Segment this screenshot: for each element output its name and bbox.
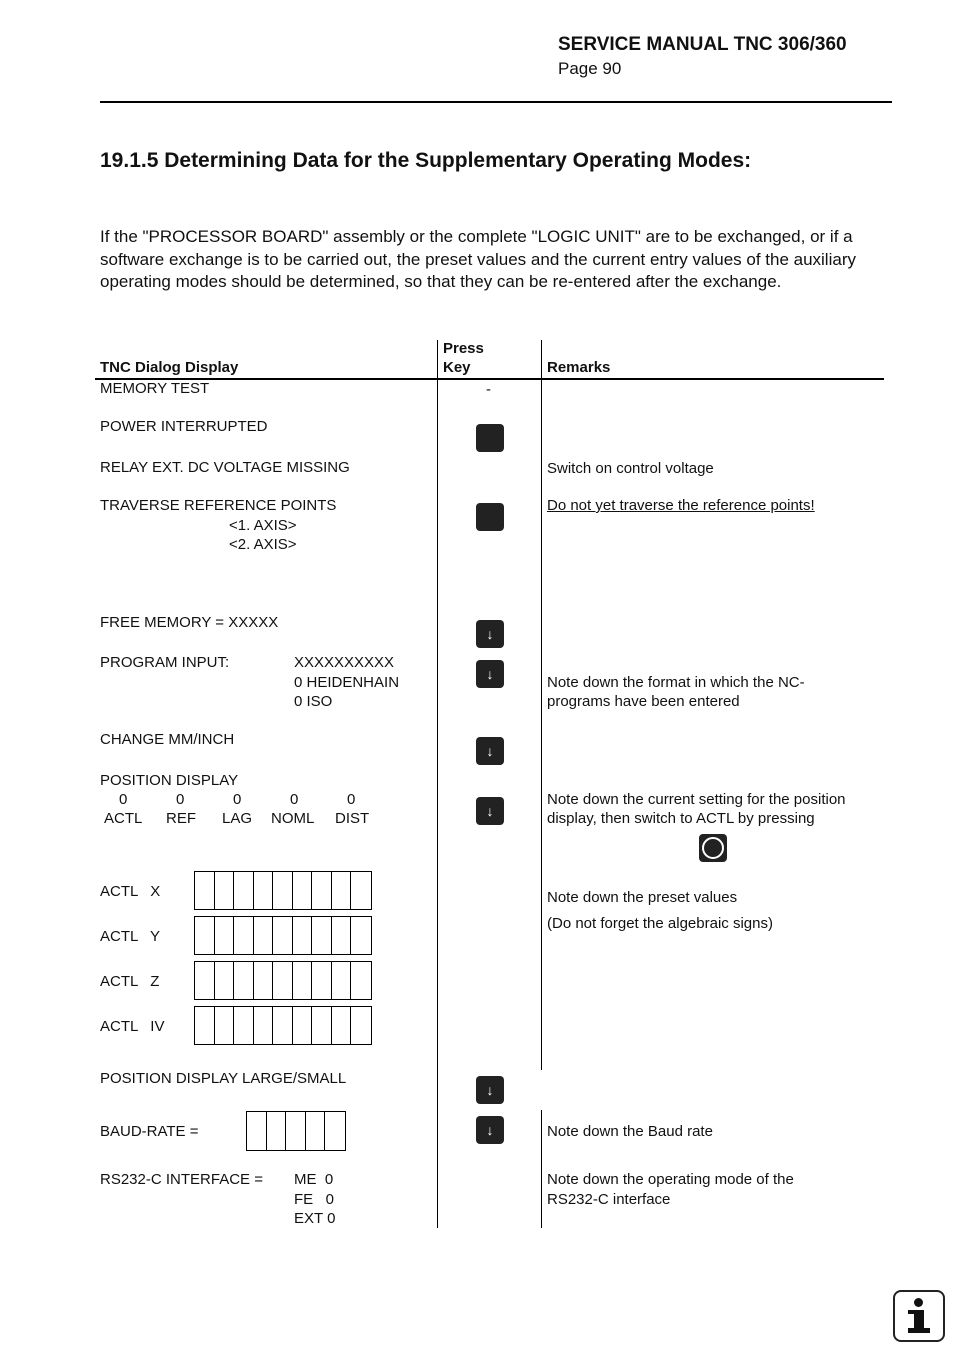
- pos-value-actl: 0: [119, 791, 128, 808]
- row-relay: RELAY EXT. DC VOLTAGE MISSING: [100, 459, 350, 476]
- manual-title: SERVICE MANUAL TNC 306/360: [558, 34, 847, 55]
- memory-test-key-dash: -: [486, 381, 491, 398]
- arrow-down-key[interactable]: [476, 737, 504, 765]
- remark-rs232-2: RS232-C interface: [547, 1191, 671, 1208]
- arrow-down-key[interactable]: [476, 620, 504, 648]
- column-divider-left: [437, 340, 438, 1228]
- header-rule: [100, 101, 892, 103]
- pos-value-noml: 0: [290, 791, 299, 808]
- row-free-memory: FREE MEMORY = XXXXX: [100, 614, 279, 631]
- pos-value-ref: 0: [176, 791, 185, 808]
- pos-label-actl: ACTL: [104, 810, 143, 827]
- arrow-down-icon: ↓: [486, 1122, 494, 1138]
- remark-relay: Switch on control voltage: [547, 460, 714, 477]
- arrow-down-key[interactable]: [476, 1116, 504, 1144]
- row-power-interrupted: POWER INTERRUPTED: [100, 418, 268, 435]
- pos-value-dist: 0: [347, 791, 356, 808]
- remark-program-2: programs have been entered: [547, 693, 740, 710]
- row-actl-x: ACTL X: [100, 883, 161, 900]
- arrow-down-key[interactable]: [476, 660, 504, 688]
- row-program-input: PROGRAM INPUT:: [100, 654, 230, 671]
- arrow-down-icon: ↓: [486, 743, 494, 759]
- info-icon: [893, 1290, 945, 1342]
- pos-label-noml: NOML: [271, 810, 315, 827]
- remark-position-2: display, then switch to ACTL by pressing: [547, 810, 815, 827]
- intro-paragraph: If the "PROCESSOR BOARD" assembly or the complete "LOGIC UNIT" are to be exchanged, or if a software exchange is to be carried out, the preset values and the current entry values of the auxiliary operating modes should be determined, so that they can be re-entered after the exchange.: [100, 227, 856, 291]
- program-option-2: 0 HEIDENHAIN: [294, 674, 400, 691]
- traverse-axis-2: <2. AXIS>: [229, 536, 297, 553]
- col-header-remarks: Remarks: [547, 359, 611, 376]
- remark-baud: Note down the Baud rate: [547, 1123, 713, 1140]
- baud-rate-boxes: [246, 1111, 346, 1151]
- program-option-3: 0 ISO: [294, 693, 333, 710]
- section-title: 19.1.5 Determining Data for the Supplementary Operating Modes:: [100, 149, 752, 172]
- ce-key[interactable]: [476, 424, 504, 452]
- row-position-display: POSITION DISPLAY: [100, 772, 239, 789]
- row-pos-large-small: POSITION DISPLAY LARGE/SMALL: [100, 1070, 347, 1087]
- arrow-down-icon: ↓: [486, 666, 494, 682]
- remark-rs232-1: Note down the operating mode of the: [547, 1171, 794, 1188]
- actl-y-boxes: [194, 916, 372, 955]
- remark-traverse: Do not yet traverse the reference points!: [547, 497, 815, 514]
- arrow-down-icon: ↓: [486, 803, 494, 819]
- arrow-down-icon: ↓: [486, 626, 494, 642]
- pos-label-dist: DIST: [335, 810, 370, 827]
- actl-z-boxes: [194, 961, 372, 1000]
- row-baud-rate: BAUD-RATE =: [100, 1123, 199, 1140]
- column-divider-right-bottom: [541, 1110, 542, 1228]
- row-actl-y: ACTL Y: [100, 928, 161, 945]
- actl-iv-boxes: [194, 1006, 372, 1045]
- row-change-mm: CHANGE MM/INCH: [100, 731, 235, 748]
- col-header-key: Key: [443, 359, 471, 376]
- row-actl-iv: ACTL IV: [100, 1018, 165, 1035]
- page-number: Page 90: [558, 59, 622, 78]
- col-header-display: TNC Dialog Display: [100, 359, 239, 376]
- arrow-down-key[interactable]: [476, 797, 504, 825]
- actl-select-key[interactable]: [699, 834, 727, 862]
- remark-preset-2: (Do not forget the algebraic signs): [547, 915, 773, 932]
- col-header-press: Press: [443, 340, 484, 357]
- program-option-1: XXXXXXXXXX: [294, 654, 395, 671]
- traverse-axis-1: <1. AXIS>: [229, 517, 297, 534]
- row-traverse: TRAVERSE REFERENCE POINTS: [100, 497, 337, 514]
- arrow-down-icon: ↓: [486, 1082, 494, 1098]
- arrow-down-key[interactable]: [476, 1076, 504, 1104]
- pos-label-lag: LAG: [222, 810, 253, 827]
- row-memory-test: MEMORY TEST: [100, 380, 210, 397]
- row-actl-z: ACTL Z: [100, 973, 160, 990]
- remark-position-1: Note down the current setting for the position: [547, 791, 846, 808]
- row-rs232: RS232-C INTERFACE =: [100, 1171, 263, 1188]
- circle-icon: [702, 837, 724, 859]
- rs232-me: ME 0: [294, 1171, 334, 1188]
- rs232-ext: EXT 0: [294, 1210, 336, 1227]
- rs232-fe: FE 0: [294, 1191, 335, 1208]
- remark-program-1: Note down the format in which the NC-: [547, 674, 805, 691]
- pos-value-lag: 0: [233, 791, 242, 808]
- remark-preset-1: Note down the preset values: [547, 889, 738, 906]
- ce-key-traverse[interactable]: [476, 503, 504, 531]
- pos-label-ref: REF: [166, 810, 196, 827]
- column-divider-right-top: [541, 340, 542, 1070]
- actl-x-boxes: [194, 871, 372, 910]
